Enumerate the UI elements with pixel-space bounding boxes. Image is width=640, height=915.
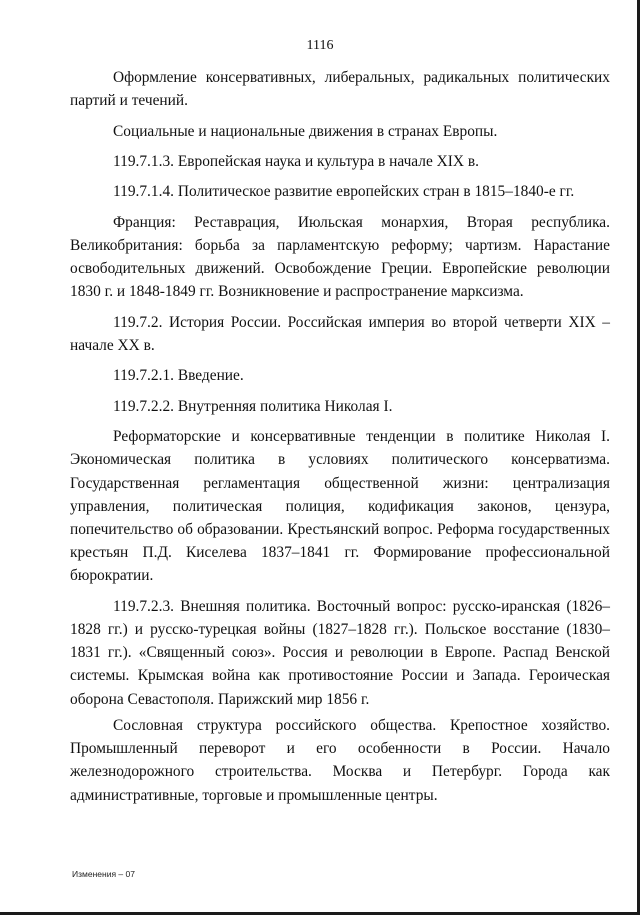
paragraph-domestic-policy: 119.7.2.2. Внутренняя политика Николая I. [113, 397, 393, 415]
page-number: 1116 [306, 38, 334, 53]
paragraph-political-development: 119.7.1.4. Политическое развитие европейских стран в 1815–1840-е гг. [113, 183, 575, 201]
paragraph-foreign-policy: 119.7.2.3. Внешняя политика. Восточный вопрос: русско-иранская (1826–1828 гг.) и русско-турецкая войны (1827–1828 гг.). Польское восстание (1830–1831 гг.). «Священный союз». Россия и революции в Европе. Распад Венской системы. Крымская война как противостояние России и Запада. Героическая оборона Севастополя. Парижский мир 1856 г. [70, 597, 610, 708]
paragraph-parties: Оформление консервативных, либеральных, радикальных политических партий и течений. [70, 69, 610, 110]
paragraph-reforms-nicholas: Реформаторские и консервативные тенденции в политике Николая I. Экономическая политика в условиях политического консерватизма. Государственная регламентация общественной жизни: централизация управления, политическая полиция, кодификация законов, цензура, попечительство об образовании. Крестьянский вопрос. Реформа государственных крестьян П.Д. Киселева 1837–1841 гг. Формирование профессиональной бюрократии. [70, 428, 610, 585]
paragraph-social-structure: Сословная структура российского общества. Крепостное хозяйство. Промышленный переворот и его особенности в России. Начало железнодорожного строительства. Москва и Петербург. Города как административные, торговые и промышленные центры. [70, 716, 610, 804]
document-body [70, 66, 610, 814]
paragraph-science-culture: 119.7.1.3. Европейская наука и культура в начале XIX в. [113, 152, 479, 170]
paragraph-france-britain: Франция: Реставрация, Июльская монархия, Вторая республика. Великобритания: борьба за парламентскую реформу; чартизм. Нарастание освободительных движений. Освобождение Греции. Европейские революции 1830 г. и 1848-1849 гг. Возникновение и распространение марксизма. [70, 213, 610, 301]
footer-revision-note: Изменения – 07 [72, 869, 135, 879]
paragraph-russia-history: 119.7.2. История России. Российская империя во второй четверти XIX – начале XX в. [70, 313, 610, 354]
paragraph-social-movements: Социальные и национальные движения в странах Европы. [113, 122, 498, 140]
paragraph-introduction: 119.7.2.1. Введение. [113, 367, 244, 385]
